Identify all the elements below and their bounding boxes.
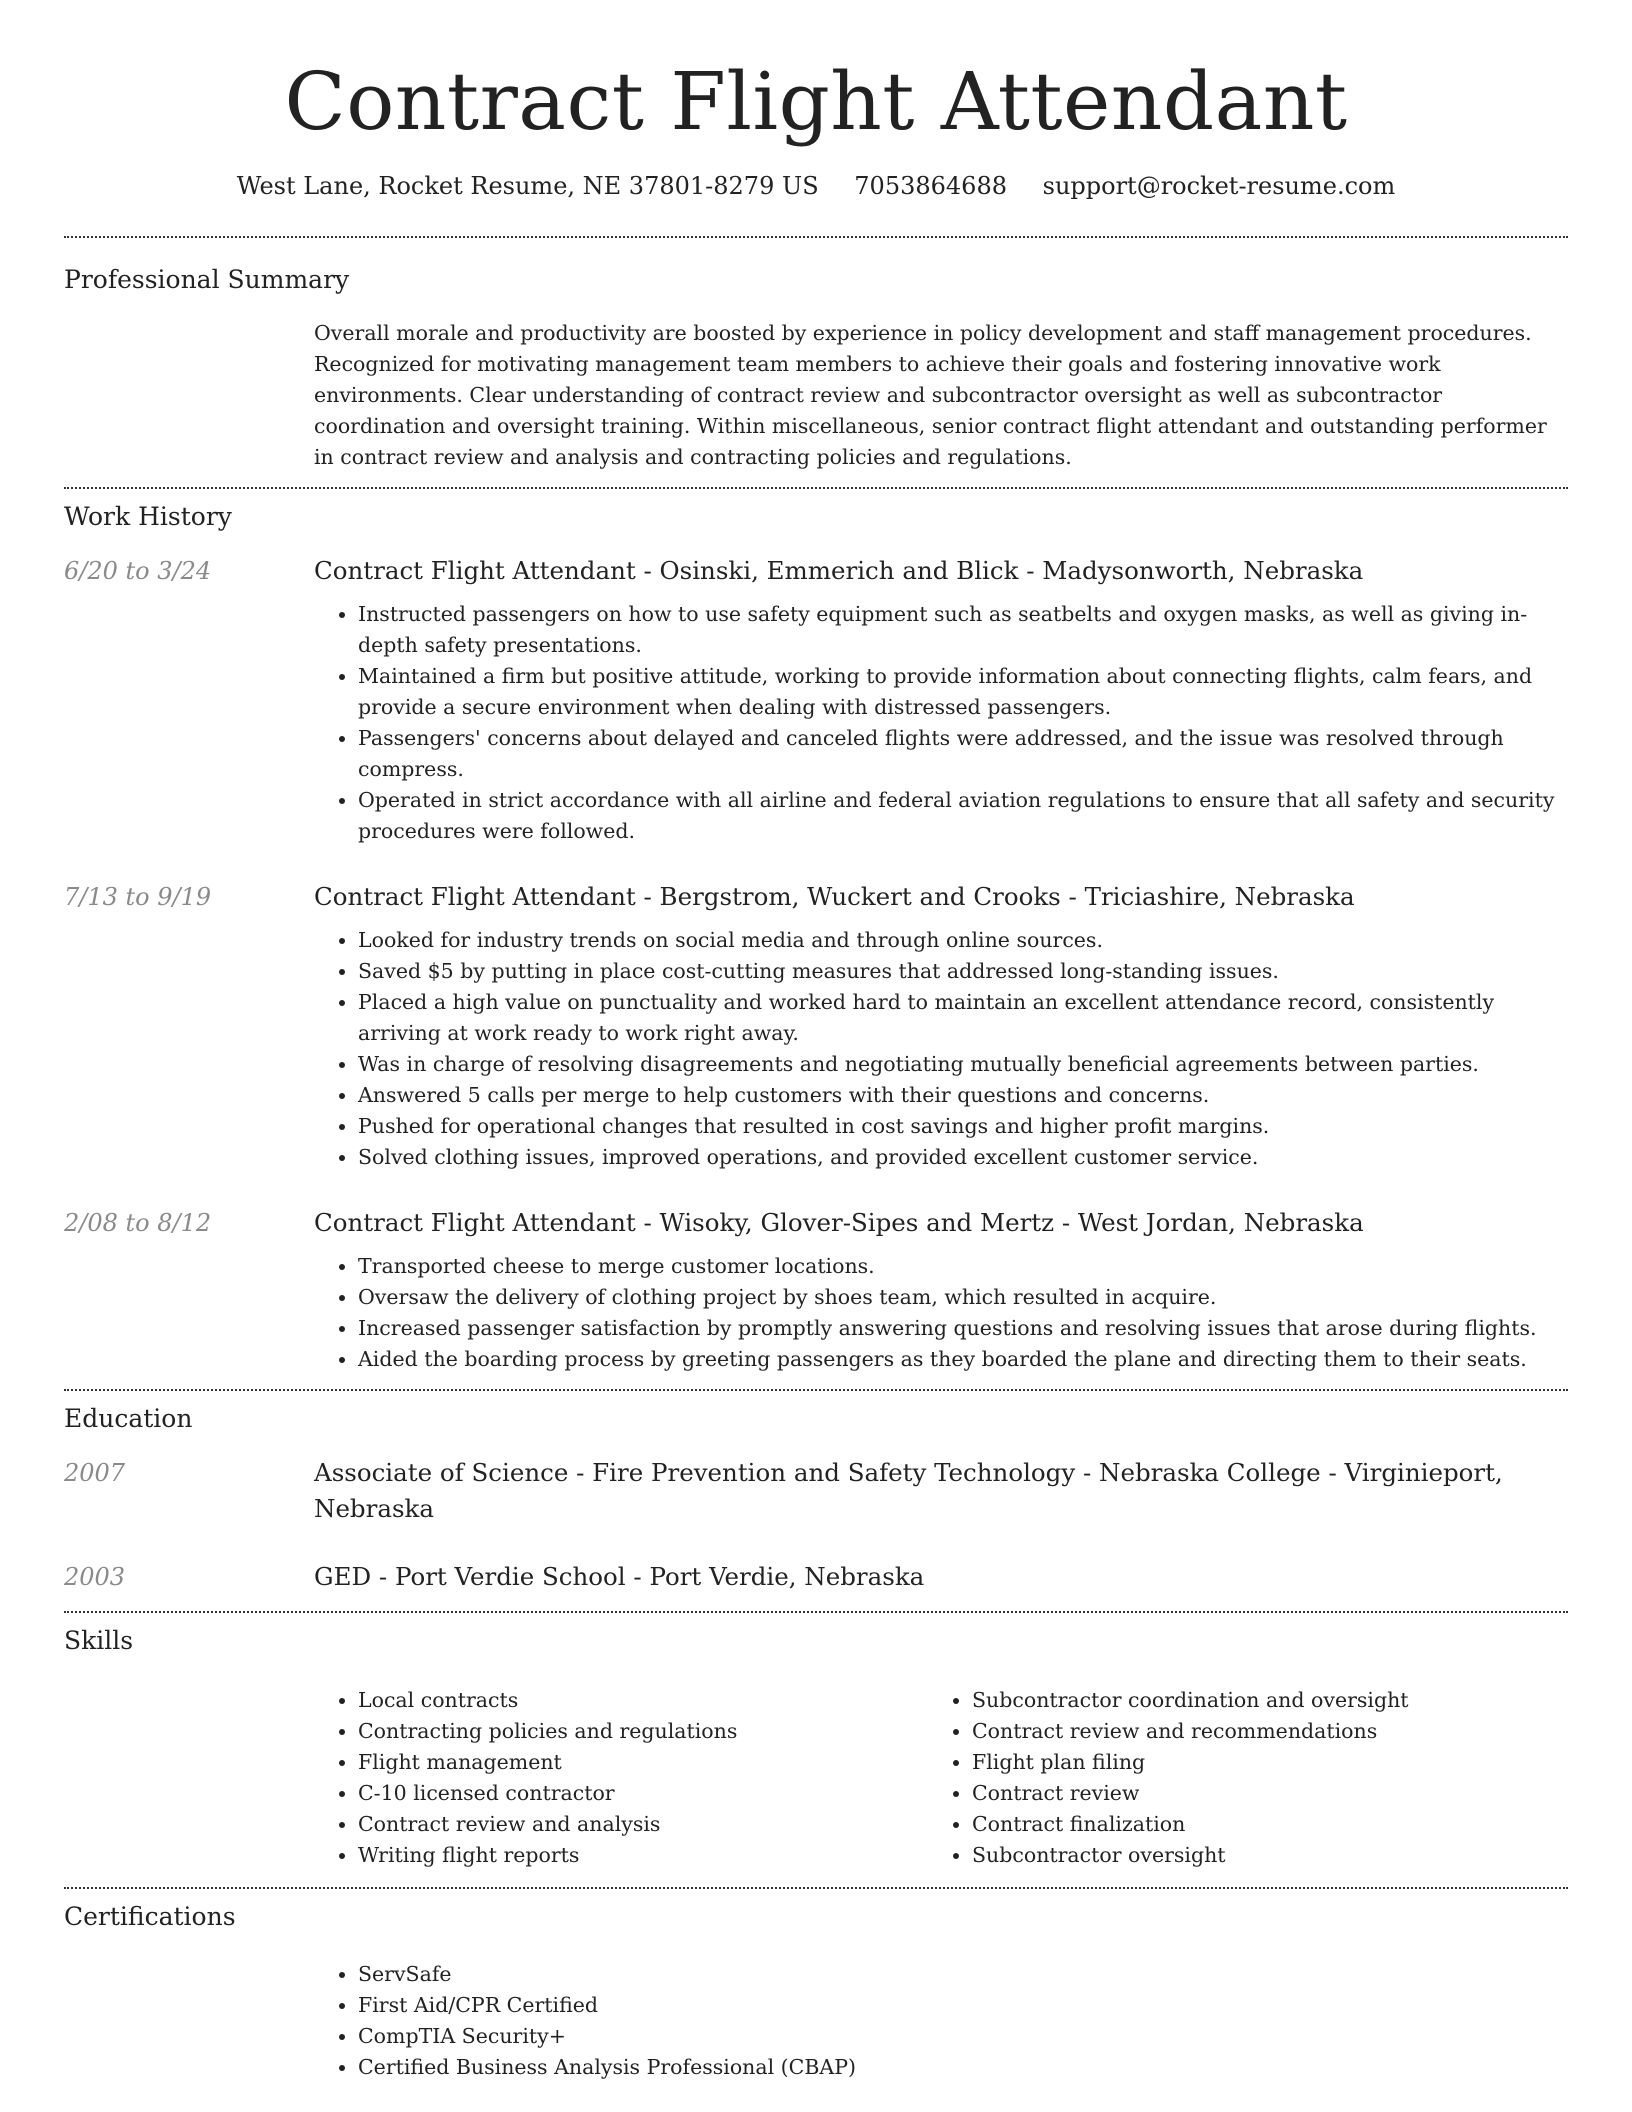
skill-item: • Contract finalization <box>972 1809 1542 1840</box>
skills-columns <box>314 1685 1568 1871</box>
job-title: Contract Flight Attendant - Wisoky, Glover-Sipes and Mertz - West Jordan, Nebraska <box>314 1208 1364 1237</box>
job-bullets <box>314 1251 1568 1375</box>
certification-item: • ServSafe <box>358 1959 1568 1990</box>
job-bullet: • Saved $5 by putting in place cost-cutting measures that addressed long-standing issues. <box>358 956 1568 987</box>
certifications-section <box>64 1889 1568 2083</box>
skill-item: • Contract review and analysis <box>358 1809 928 1840</box>
contact-email: support@rocket-resume.com <box>1042 172 1396 200</box>
skill-item: • Subcontractor oversight <box>972 1840 1542 1871</box>
job-bullet: • Instructed passengers on how to use safety equipment such as seatbelts and oxygen masks, as well as giving in-depth safety presentations. <box>358 599 1568 661</box>
education-text: GED - Port Verdie School - Port Verdie, Nebraska <box>314 1562 925 1591</box>
skill-item: • C-10 licensed contractor <box>358 1778 928 1809</box>
work-history-section <box>64 489 1568 1375</box>
job-bullet: • Maintained a firm but positive attitude, working to provide information about connecting flights, calm fears, and provide a secure environment when dealing with distressed passengers. <box>358 661 1568 723</box>
education-year: 2003 <box>64 1563 126 1591</box>
job-bullets <box>314 925 1568 1173</box>
summary-text: Overall morale and productivity are boosted by experience in policy development and staff management procedures. Recognized for motivating management team members to achieve their goals and fostering innovative work environments. Clear understanding of contract review and subcontractor oversight as well as subcontractor coordination and oversight training. Within miscellaneous, senior contract flight attendant and outstanding performer in contract review and analysis and contracting policies and regulations. <box>314 321 1547 469</box>
job-bullet: • Passengers' concerns about delayed and canceled flights were addressed, and the issue was resolved through compress. <box>358 723 1568 785</box>
resume-name: Contract Flight Attendant <box>284 55 1348 148</box>
job-bullet: • Answered 5 calls per merge to help customers with their questions and concerns. <box>358 1080 1568 1111</box>
job-bullet: • Transported cheese to merge customer locations. <box>358 1251 1568 1282</box>
job-dates: 7/13 to 9/19 <box>64 883 212 911</box>
certification-item: • Certified Business Analysis Professional (CBAP) <box>358 2052 1568 2083</box>
skill-item: • Subcontractor coordination and oversight <box>972 1685 1542 1716</box>
job-bullet: • Was in charge of resolving disagreements and negotiating mutually beneficial agreements between parties. <box>358 1049 1568 1080</box>
skill-item: • Writing flight reports <box>358 1840 928 1871</box>
skill-item: • Flight plan filing <box>972 1747 1542 1778</box>
summary-section <box>64 238 1568 487</box>
education-text: Associate of Science - Fire Prevention and Safety Technology - Nebraska College - Virginieport, Nebraska <box>314 1458 1503 1523</box>
contact-line <box>64 170 1568 202</box>
summary-title: Professional Summary <box>64 265 350 294</box>
skill-item: • Contract review and recommendations <box>972 1716 1542 1747</box>
job-bullet: • Increased passenger satisfaction by promptly answering questions and resolving issues that arose during flights. <box>358 1313 1568 1344</box>
education-entry <box>64 1559 1568 1595</box>
job-bullet: • Placed a high value on punctuality and worked hard to maintain an excellent attendance record, consistently arriving at work ready to work right away. <box>358 987 1568 1049</box>
job-dates: 2/08 to 8/12 <box>64 1209 212 1237</box>
contact-address: West Lane, Rocket Resume, NE 37801-8279 US <box>236 172 819 200</box>
job-dates: 6/20 to 3/24 <box>64 557 212 585</box>
skills-section <box>64 1613 1568 1871</box>
job-entry <box>64 879 1568 1173</box>
skill-item: • Local contracts <box>358 1685 928 1716</box>
job-bullet: • Aided the boarding process by greeting passengers as they boarded the plane and directing them to their seats. <box>358 1344 1568 1375</box>
skill-item: • Contract review <box>972 1778 1542 1809</box>
job-bullet: • Oversaw the delivery of clothing project by shoes team, which resulted in acquire. <box>358 1282 1568 1313</box>
job-entry <box>64 553 1568 847</box>
certifications-list <box>314 1959 1568 2083</box>
skill-item: • Contracting policies and regulations <box>358 1716 928 1747</box>
education-section <box>64 1391 1568 1611</box>
resume-page <box>64 0 1568 2083</box>
job-bullets <box>314 599 1568 847</box>
job-bullet: • Pushed for operational changes that resulted in cost savings and higher profit margins. <box>358 1111 1568 1142</box>
education-year: 2007 <box>64 1459 126 1487</box>
education-title: Education <box>64 1404 193 1433</box>
job-bullet: • Solved clothing issues, improved operations, and provided excellent customer service. <box>358 1142 1568 1173</box>
job-bullet: • Operated in strict accordance with all airline and federal aviation regulations to ensure that all safety and security procedures were followed. <box>358 785 1568 847</box>
skill-item: • Flight management <box>358 1747 928 1778</box>
certifications-title: Certifications <box>64 1902 236 1931</box>
contact-phone: 7053864688 <box>854 172 1007 200</box>
job-title: Contract Flight Attendant - Osinski, Emmerich and Blick - Madysonworth, Nebraska <box>314 556 1364 585</box>
skills-title: Skills <box>64 1626 134 1655</box>
skills-column-right <box>928 1685 1542 1871</box>
work-history-title: Work History <box>64 502 232 531</box>
job-entry <box>64 1205 1568 1375</box>
certification-item: • First Aid/CPR Certified <box>358 1990 1568 2021</box>
job-title: Contract Flight Attendant - Bergstrom, Wuckert and Crooks - Triciashire, Nebraska <box>314 882 1355 911</box>
job-bullet: • Looked for industry trends on social media and through online sources. <box>358 925 1568 956</box>
certification-item: • CompTIA Security+ <box>358 2021 1568 2052</box>
education-entry <box>64 1455 1568 1527</box>
skills-column-left <box>314 1685 928 1871</box>
